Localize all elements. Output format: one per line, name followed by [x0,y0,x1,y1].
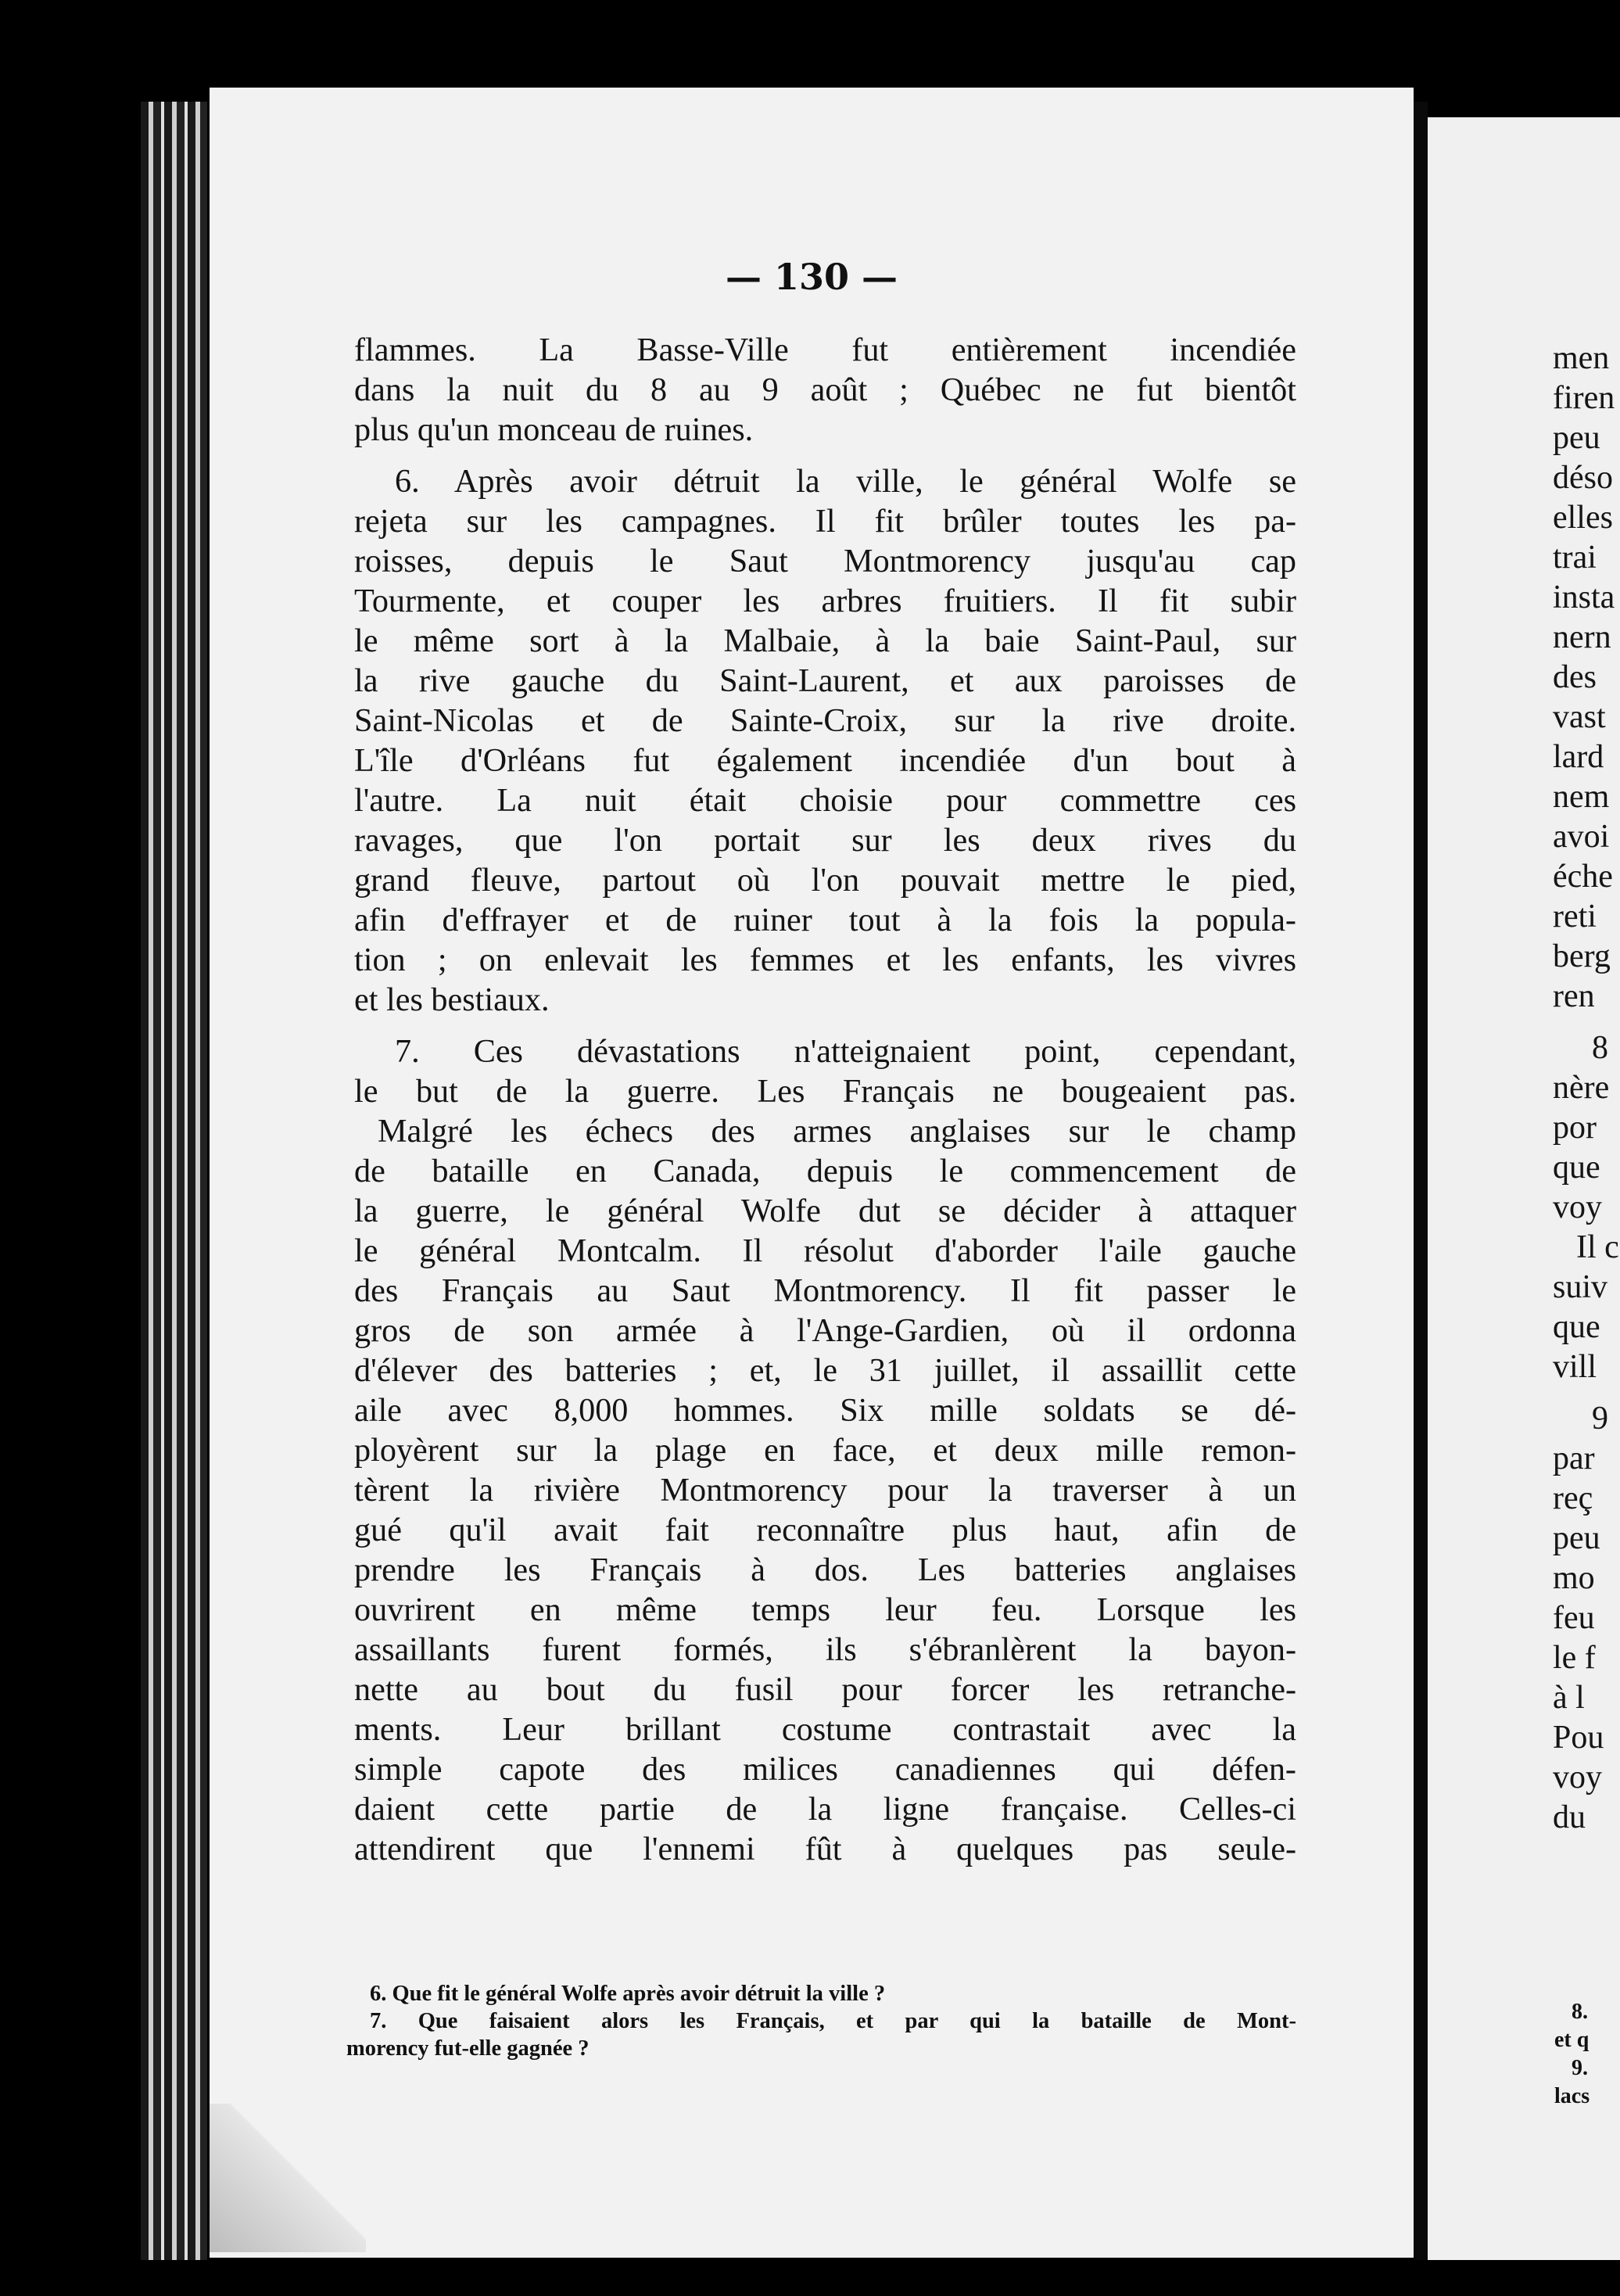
left-page [210,88,1414,2258]
page-number: — 130 — [725,256,898,298]
text-line: mo [1553,1560,1595,1596]
text-line: flammes. La Basse-Ville fut entièrement incendiée [354,332,1296,368]
footnote-line: et q [1554,2028,1590,2052]
right-page-text [1553,339,1620,1838]
text-line: Tourmente, et couper les arbres fruitiers. Il fit subir [354,583,1296,619]
text-line: gros de son armée à l'Ange-Gardien, où il ordonna [354,1312,1296,1349]
text-line: avoi [1553,819,1610,855]
text-line: nette au bout du fusil pour forcer les retranche- [354,1671,1296,1708]
footnote-line: 7. Que faisaient alors les Français, et par qui la bataille de Mont- [370,2009,1296,2033]
text-line: du [1553,1799,1586,1835]
text-line: tion ; on enlevait les femmes et les enfants, les vivres [354,942,1296,978]
book-spine [141,102,207,2260]
text-line: ravages, que l'on portait sur les deux rives du [354,822,1296,859]
footnote-line: 9. [1572,2056,1588,2080]
right-page-edge [1428,117,1620,2260]
text-line: reç [1553,1480,1593,1516]
text-line: elles [1553,500,1613,536]
text-line: ments. Leur brillant costume contrastait avec la [354,1711,1296,1748]
text-line: de bataille en Canada, depuis le commencement de [354,1153,1296,1189]
text-line: ren [1553,978,1595,1014]
text-line: le général Montcalm. Il résolut d'aborder l'aile gauche [354,1232,1296,1269]
text-line: peu [1553,420,1600,456]
text-line: ouvrirent en même temps leur feu. Lorsque les [354,1591,1296,1628]
text-line: l'autre. La nuit était choisie pour commettre ces [354,782,1296,819]
text-line: feu [1553,1600,1595,1636]
text-line: attendirent que l'ennemi fût à quelques pas seule- [354,1831,1296,1867]
text-line: por [1553,1110,1597,1146]
footnotes [346,1980,1296,2062]
text-line: assaillants furent formés, ils s'ébranlèrent la bayon- [354,1631,1296,1668]
text-line: la guerre, le général Wolfe dut se décider à attaquer [354,1193,1296,1229]
text-line: Malgré les échecs des armes anglaises sur le champ [378,1113,1296,1150]
text-line: suiv [1553,1269,1608,1305]
text-line: trai [1553,540,1597,576]
text-line: rejeta sur les campagnes. Il fit brûler toutes les pa- [354,503,1296,540]
footnote-line: morency fut-elle gagnée ? [346,2036,590,2061]
text-line: d'élever des batteries ; et, le 31 juillet, il assaillit cette [354,1352,1296,1389]
text-line: nem [1553,779,1610,815]
footnote-line: lacs [1554,2084,1590,2108]
text-line: prendre les Français à dos. Les batteries anglaises [354,1552,1296,1588]
text-line: et les bestiaux. [354,981,550,1018]
text-line: ployèrent sur la plage en face, et deux mille remon- [354,1432,1296,1469]
text-line: nère [1553,1070,1610,1106]
text-line: tèrent la rivière Montmorency pour la traverser à un [354,1472,1296,1509]
text-line: le but de la guerre. Les Français ne bougeaient pas. [354,1073,1296,1110]
text-line: nern [1553,619,1611,655]
text-line: 7. Ces dévastations n'atteignaient point, cependant, [395,1033,1296,1070]
body-text [354,330,1296,1869]
text-line: Saint-Nicolas et de Sainte-Croix, sur la rive droite. [354,702,1296,739]
text-line: insta [1553,579,1615,615]
text-line: Il c [1576,1229,1619,1265]
text-line: berg [1553,938,1611,974]
text-line: que [1553,1309,1600,1345]
text-line: Pou [1553,1720,1604,1756]
text-line: reti [1553,899,1597,935]
text-line: grand fleuve, partout où l'on pouvait mettre le pied, [354,862,1296,899]
text-line: 9 [1592,1401,1608,1437]
text-line: simple capote des milices canadiennes qui défen- [354,1751,1296,1788]
page-corner-shadow [210,2104,366,2252]
text-line: roisses, depuis le Saut Montmorency jusqu'au cap [354,543,1296,579]
text-line: 6. Après avoir détruit la ville, le général Wolfe se [395,463,1296,500]
text-line: vast [1553,699,1606,735]
text-line: éche [1553,859,1613,895]
text-line: gué qu'il avait fait reconnaître plus haut, afin de [354,1512,1296,1548]
text-line: par [1553,1440,1595,1476]
text-line: lard [1553,739,1604,775]
footnote-line: 8. [1572,2000,1588,2024]
text-line: dans la nuit du 8 au 9 août ; Québec ne fut bientôt [354,371,1296,408]
text-line: voy [1553,1760,1602,1796]
text-line: aile avec 8,000 hommes. Six mille soldats se dé- [354,1392,1296,1429]
text-line: à l [1553,1680,1585,1716]
text-line: plus qu'un monceau de ruines. [354,411,754,448]
text-line: vill [1553,1349,1597,1385]
text-line: men [1553,340,1610,376]
text-line: la rive gauche du Saint-Laurent, et aux paroisses de [354,662,1296,699]
text-line: firen [1553,380,1615,416]
text-line: le f [1553,1640,1596,1676]
text-line: afin d'effrayer et de ruiner tout à la fois la popula- [354,902,1296,938]
text-line: daient cette partie de la ligne française. Celles-ci [354,1791,1296,1828]
text-line: voy [1553,1189,1602,1225]
text-line: des [1553,659,1597,695]
text-line: que [1553,1150,1600,1186]
right-page-footnotes [1554,1998,1590,2111]
page-gutter [1414,102,1428,2260]
text-line: le même sort à la Malbaie, à la baie Saint-Paul, sur [354,622,1296,659]
footnote-line: 6. Que fit le général Wolfe après avoir détruit la ville ? [370,1982,886,2006]
text-line: déso [1553,460,1613,496]
text-line: peu [1553,1520,1600,1556]
text-line: 8 [1592,1030,1608,1066]
text-line: L'île d'Orléans fut également incendiée d'un bout à [354,742,1296,779]
text-line: des Français au Saut Montmorency. Il fit passer le [354,1272,1296,1309]
